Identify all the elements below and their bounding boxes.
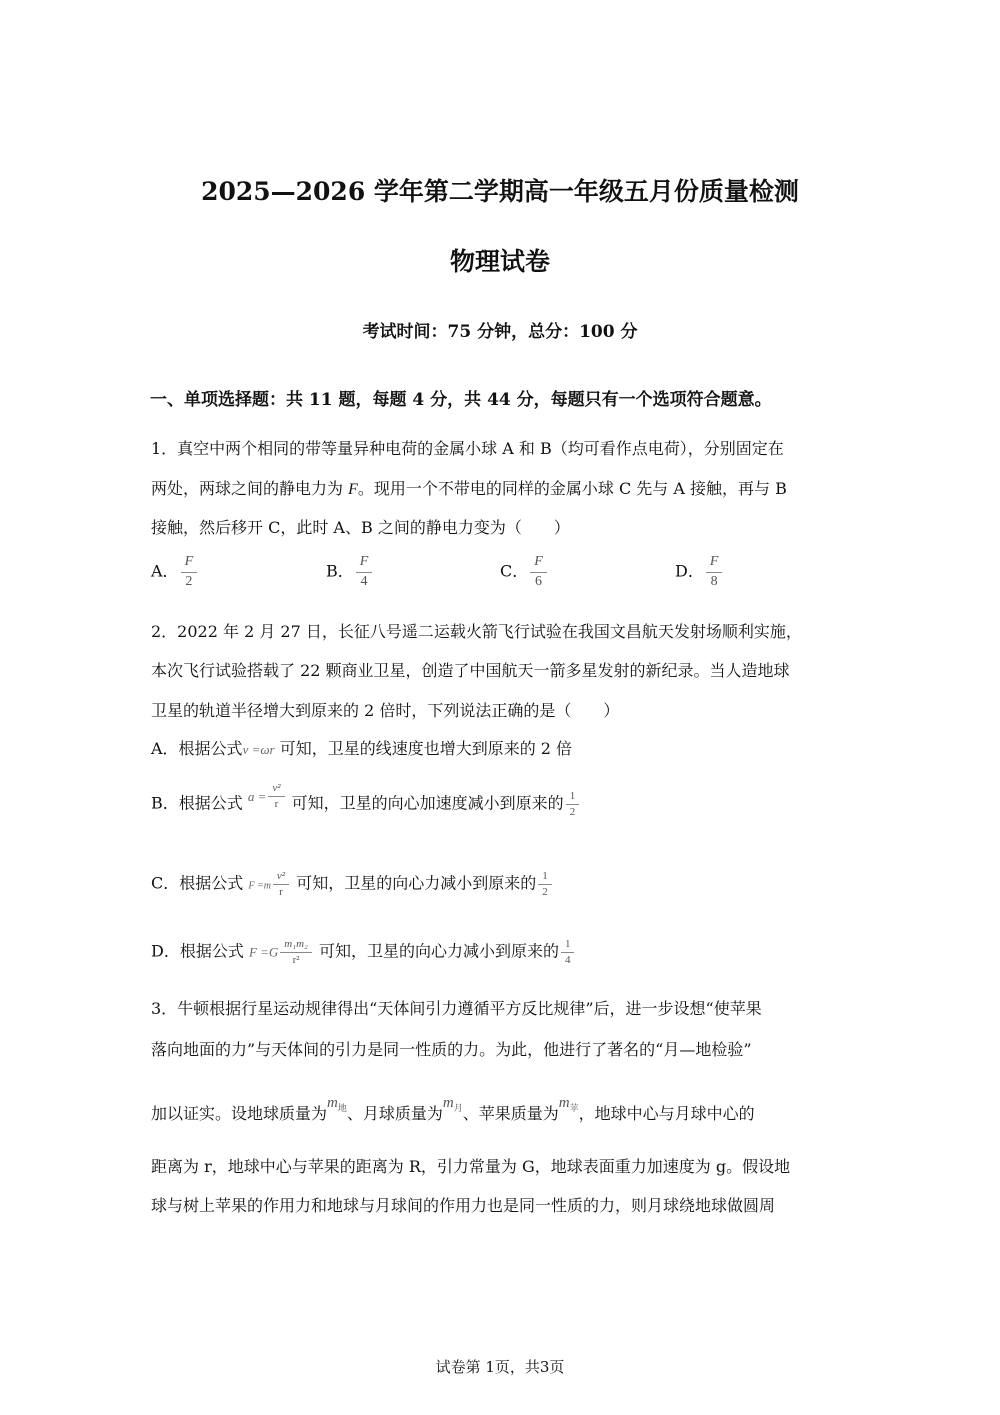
q2-option-d[interactable]: D．根据公式 F =G $\frac{\text{m₁m₂}}{\text{r²}}$ 可知，卫星的向心力减小到原来的 $\frac{1}{4}$ bbox=[151, 938, 576, 966]
q2-option-c[interactable]: C．根据公式 F =m $\frac{\text{v²}}{r}$ 可知，卫星的向心力减小到原来的 $\frac{1}{2}$ bbox=[151, 870, 554, 898]
exam-info: 考试时间：75 分钟，总分：100 分 bbox=[362, 322, 638, 342]
q2-option-a[interactable]: A．根据公式v =ωr 可知，卫星的线速度也增大到原来的 2 倍 bbox=[151, 739, 573, 758]
exam-title: 2025—2026 学年第二学期高一年级五月份质量检测 bbox=[201, 177, 799, 206]
q1-option-d[interactable]: D． $\frac{F}{8}$ bbox=[675, 554, 724, 590]
q2-line1: 2．2022 年 2 月 27 日，长征八号遥二运载火箭飞行试验在我国文昌航天发射场顺利实施， bbox=[151, 622, 802, 641]
q1-option-b[interactable]: B． $\frac{F}{4}$ bbox=[326, 554, 374, 590]
q1-option-c[interactable]: C． $\frac{F}{6}$ bbox=[500, 554, 549, 590]
q1-option-a[interactable]: A． $\frac{F}{2}$ bbox=[151, 554, 199, 590]
q1-line3: 接触，然后移开 C，此时 A、B 之间的静电力变为（ ） bbox=[151, 518, 570, 537]
q2-line2: 本次飞行试验搭载了 22 颗商业卫星，创造了中国航天一箭多星发射的新纪录。当人造地球 bbox=[151, 661, 790, 680]
q1-line1: 1．真空中两个相同的带等量异种电荷的金属小球 A 和 B（均可看作点电荷），分别固定在 bbox=[151, 439, 784, 458]
q3-line4: 距离为 r，地球中心与苹果的距离为 R，引力常量为 G，地球表面重力加速度为 g。假设地 bbox=[151, 1157, 791, 1176]
q3-line3: 加以证实。设地球质量为$m_地$、月球质量为$m_月$、苹果质量为$m_苹$，地球中心与月球中心的 bbox=[151, 1095, 755, 1123]
q2-option-b[interactable]: B．根据公式 $^{a =}$ $\frac{\text{v²}}{r}$ 可知，卫星的向心加速度减小到原来的 $\frac{1}{2}$ bbox=[151, 790, 581, 818]
q3-line1: 3．牛顿根据行星运动规律得出“天体间引力遵循平方反比规律”后，进一步设想“使苹果 bbox=[151, 999, 762, 1018]
q3-line2: 落向地面的力”与天体间的引力是同一性质的力。为此，他进行了著名的“月—地检验” bbox=[151, 1040, 752, 1059]
q3-line5: 球与树上苹果的作用力和地球与月球间的作用力也是同一性质的力，则月球绕地球做圆周 bbox=[151, 1196, 776, 1215]
section-heading: 一、单项选择题：共 11 题，每题 4 分，共 44 分，每题只有一个选项符合题意。 bbox=[150, 390, 772, 410]
subject-title: 物理试卷 bbox=[449, 247, 550, 276]
q2-line3: 卫星的轨道半径增大到原来的 2 倍时，下列说法正确的是（ ） bbox=[151, 701, 620, 720]
page-footer: 试卷第 1页，共3页 bbox=[435, 1358, 565, 1376]
q1-line2: 两处，两球之间的静电力为 F。现用一个不带电的同样的金属小球 C 先与 A 接触，再与 B bbox=[151, 479, 787, 498]
